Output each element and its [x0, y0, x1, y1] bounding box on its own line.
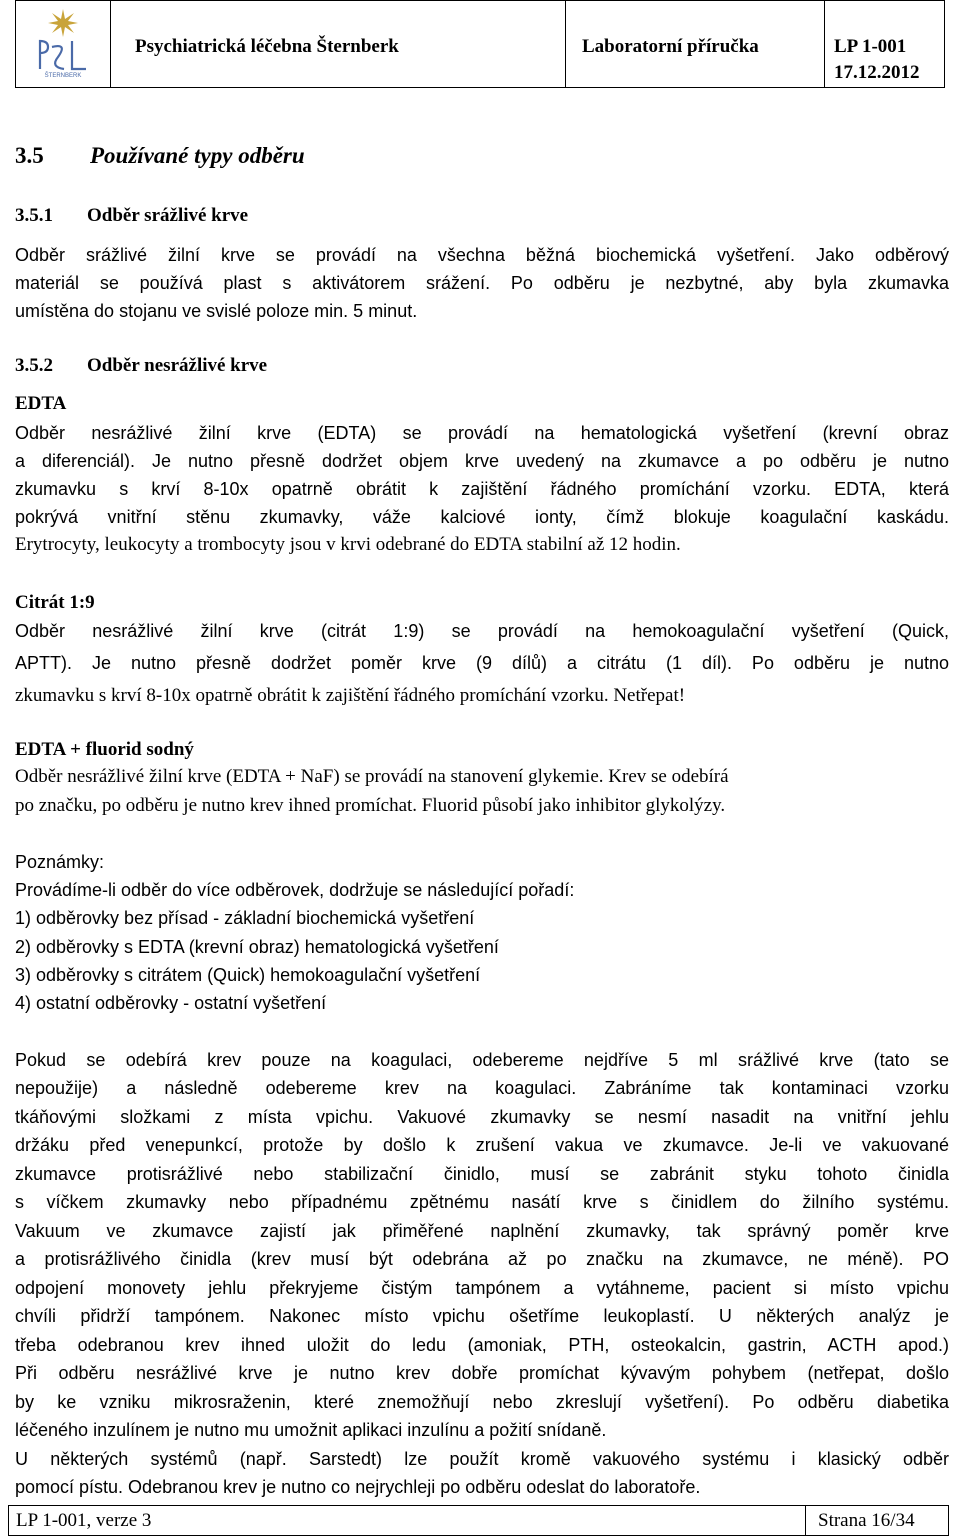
paragraph-line: třeba odebranou krev ihned uložit do ledu (amoniak, PTH, osteokalcin, gastrin, ACTH apod.) [15, 1335, 949, 1355]
logo-text: ŠTERNBERK [44, 73, 82, 79]
paragraph-line: U některých systémů (např. Sarstedt) lze použít kromě vakuového systému i klasický odběr [15, 1449, 949, 1469]
paragraph-line: pomocí pístu. Odebranou krev je nutno co nejrychleji po odběru odeslat do laboratoře. [15, 1477, 701, 1497]
subsection-heading [15, 353, 267, 379]
paragraph-line: umístěna do stojanu ve svislé poloze min. 5 minut. [15, 301, 418, 321]
paragraph-line: Pokud se odebírá krev pouze na koagulaci, odebereme nejdříve 5 ml srážlivé krve (tato se [15, 1050, 949, 1070]
manual-title: Laboratorní příručka [582, 36, 759, 57]
document-code: LP 1-001 [834, 36, 907, 57]
paragraph-line: odpojení monovety jehlu překryjeme čistým tampónem a vytáhneme, pacient si místo vpichu [15, 1278, 949, 1298]
paragraph-line: by ke vzniku mikrosraženin, které znemožňují nebo zkreslují vyšetření). Po odběru diabetika [15, 1392, 949, 1412]
paragraph-line: Odběr nesrážlivé žilní krve (citrát 1:9) se provádí na hemokoagulační vyšetření (Quick, [15, 621, 949, 641]
paragraph-line: zkumavku s krví 8-10x opatrně obrátit k zajištění řádného promíchání vzorku. EDTA, která [15, 479, 949, 499]
institution-logo [34, 7, 92, 79]
paragraph-line: Odběr nesrážlivé žilní krve (EDTA + NaF) se provádí na stanovení glykemie. Krev se odebírá [15, 766, 729, 787]
footer-version: LP 1-001, verze 3 [9, 1506, 806, 1535]
notes-line: 3) odběrovky s citrátem (Quick) hemokoagulační vyšetření [15, 965, 481, 985]
subsection-title: Odběr srážlivé krve [87, 205, 249, 226]
section-number: 3.5 [15, 143, 44, 168]
section-title: Používané typy odběru [90, 143, 305, 168]
subsection-number: 3.5.1 [15, 205, 53, 226]
notes-line: 1) odběrovky bez přísad - základní biochemická vyšetření [15, 908, 475, 928]
paragraph-line: držáku před venepunkcí, protože by došlo k zrušení vakua ve zkumavce. Je-li ve vakuované [15, 1135, 949, 1155]
footer-page-number: Strana 16/34 [818, 1510, 915, 1531]
paragraph-line: a diferenciál). Je nutno přesně dodržet objem krve uvedený na zkumavce a po odběru je nutno [15, 451, 949, 471]
notes-line: Provádíme-li odběr do více odběrovek, dodržuje se následující pořadí: [15, 880, 575, 900]
paragraph-line: Odběr nesrážlivé žilní krve (EDTA) se provádí na hematologická vyšetření (krevní obraz [15, 423, 949, 443]
paragraph-line: Při odběru nesrážlivé krve je nutno krev dobře promíchat kývavým pohybem (netřepat, došlo [15, 1363, 949, 1383]
paragraph-line: zkumavce protisrážlivé nebo stabilizační činidlo, musí se zabránit styku tohoto činidla [15, 1164, 949, 1184]
paragraph-line: Vakuum ve zkumavce zajistí jak přiměřené naplnění zkumavky, tak správný poměr krve [15, 1221, 949, 1241]
manual-cell [566, 1, 825, 87]
notes-line: 4) ostatní odběrovky - ostatní vyšetření [15, 993, 327, 1013]
paragraph-line: zkumavku s krví 8-10x opatrně obrátit k zajištění řádného promíchání vzorku. Netřepat! [15, 685, 686, 706]
paragraph-line: APTT). Je nutno přesně dodržet poměr krve (9 dílů) a citrátu (1 díl). Po odběru je nutno [15, 653, 949, 673]
institution-cell [111, 1, 566, 87]
paragraph-line: Erytrocyty, leukocyty a trombocyty jsou v krvi odebrané do EDTA stabilní až 12 hodin. [15, 534, 681, 555]
subsection-heading [15, 203, 248, 229]
document-date: 17.12.2012 [834, 62, 920, 83]
paragraph-line: materiál se používá plast s aktivátorem srážení. Po odběru je nezbytné, aby byla zkumavka [15, 273, 949, 293]
code-cell [825, 1, 944, 87]
edta-heading: EDTA [15, 393, 67, 414]
notes-heading: Poznámky: [15, 852, 105, 872]
page-header [15, 0, 945, 88]
paragraph-line: po značku, po odběru je nutno krev ihned promíchat. Fluorid působí jako inhibitor glykolýzy. [15, 795, 726, 816]
paragraph-line: pokrývá vnitřní stěnu zkumavky, váže kalciové ionty, čímž blokuje koagulační kaskádu. [15, 507, 949, 527]
subsection-title: Odběr nesrážlivé krve [87, 355, 268, 376]
paragraph-line: Odběr srážlivé žilní krve se provádí na všechna běžná biochemická vyšetření. Jako odběrový [15, 245, 949, 265]
section-heading [15, 143, 305, 169]
logo-cell [16, 1, 111, 87]
institution-name: Psychiatrická léčebna Šternberk [135, 36, 399, 57]
subsection-number: 3.5.2 [15, 355, 53, 376]
paragraph-line: tkáňovými složkami z místa vpichu. Vakuové zkumavky se nesmí nasadit na vnitřní jehlu [15, 1107, 949, 1127]
page-footer [8, 1505, 949, 1536]
citrate-heading: Citrát 1:9 [15, 592, 95, 613]
paragraph-line: s víčkem zkumavky nebo případnému zpětnému nasátí krve s činidlem do žilního systému. [15, 1192, 949, 1212]
paragraph-line: chvíli přidrží tampónem. Nakonec místo vpichu ošetříme leukoplastí. U některých analýz je [15, 1306, 949, 1326]
fluoride-heading: EDTA + fluorid sodný [15, 739, 194, 760]
notes-line: 2) odběrovky s EDTA (krevní obraz) hematologická vyšetření [15, 937, 499, 957]
paragraph-line: léčeného inzulínem je nutno mu umožnit aplikaci inzulínu a požití snídaně. [15, 1420, 607, 1440]
paragraph-line: a protisrážlivého činidla (krev musí být odebrána až po značku na zkumavce, ne méně). PO [15, 1249, 949, 1269]
paragraph-line: nepoužije) a následně odebereme krev na koagulaci. Zabráníme tak kontaminaci vzorku [15, 1078, 949, 1098]
